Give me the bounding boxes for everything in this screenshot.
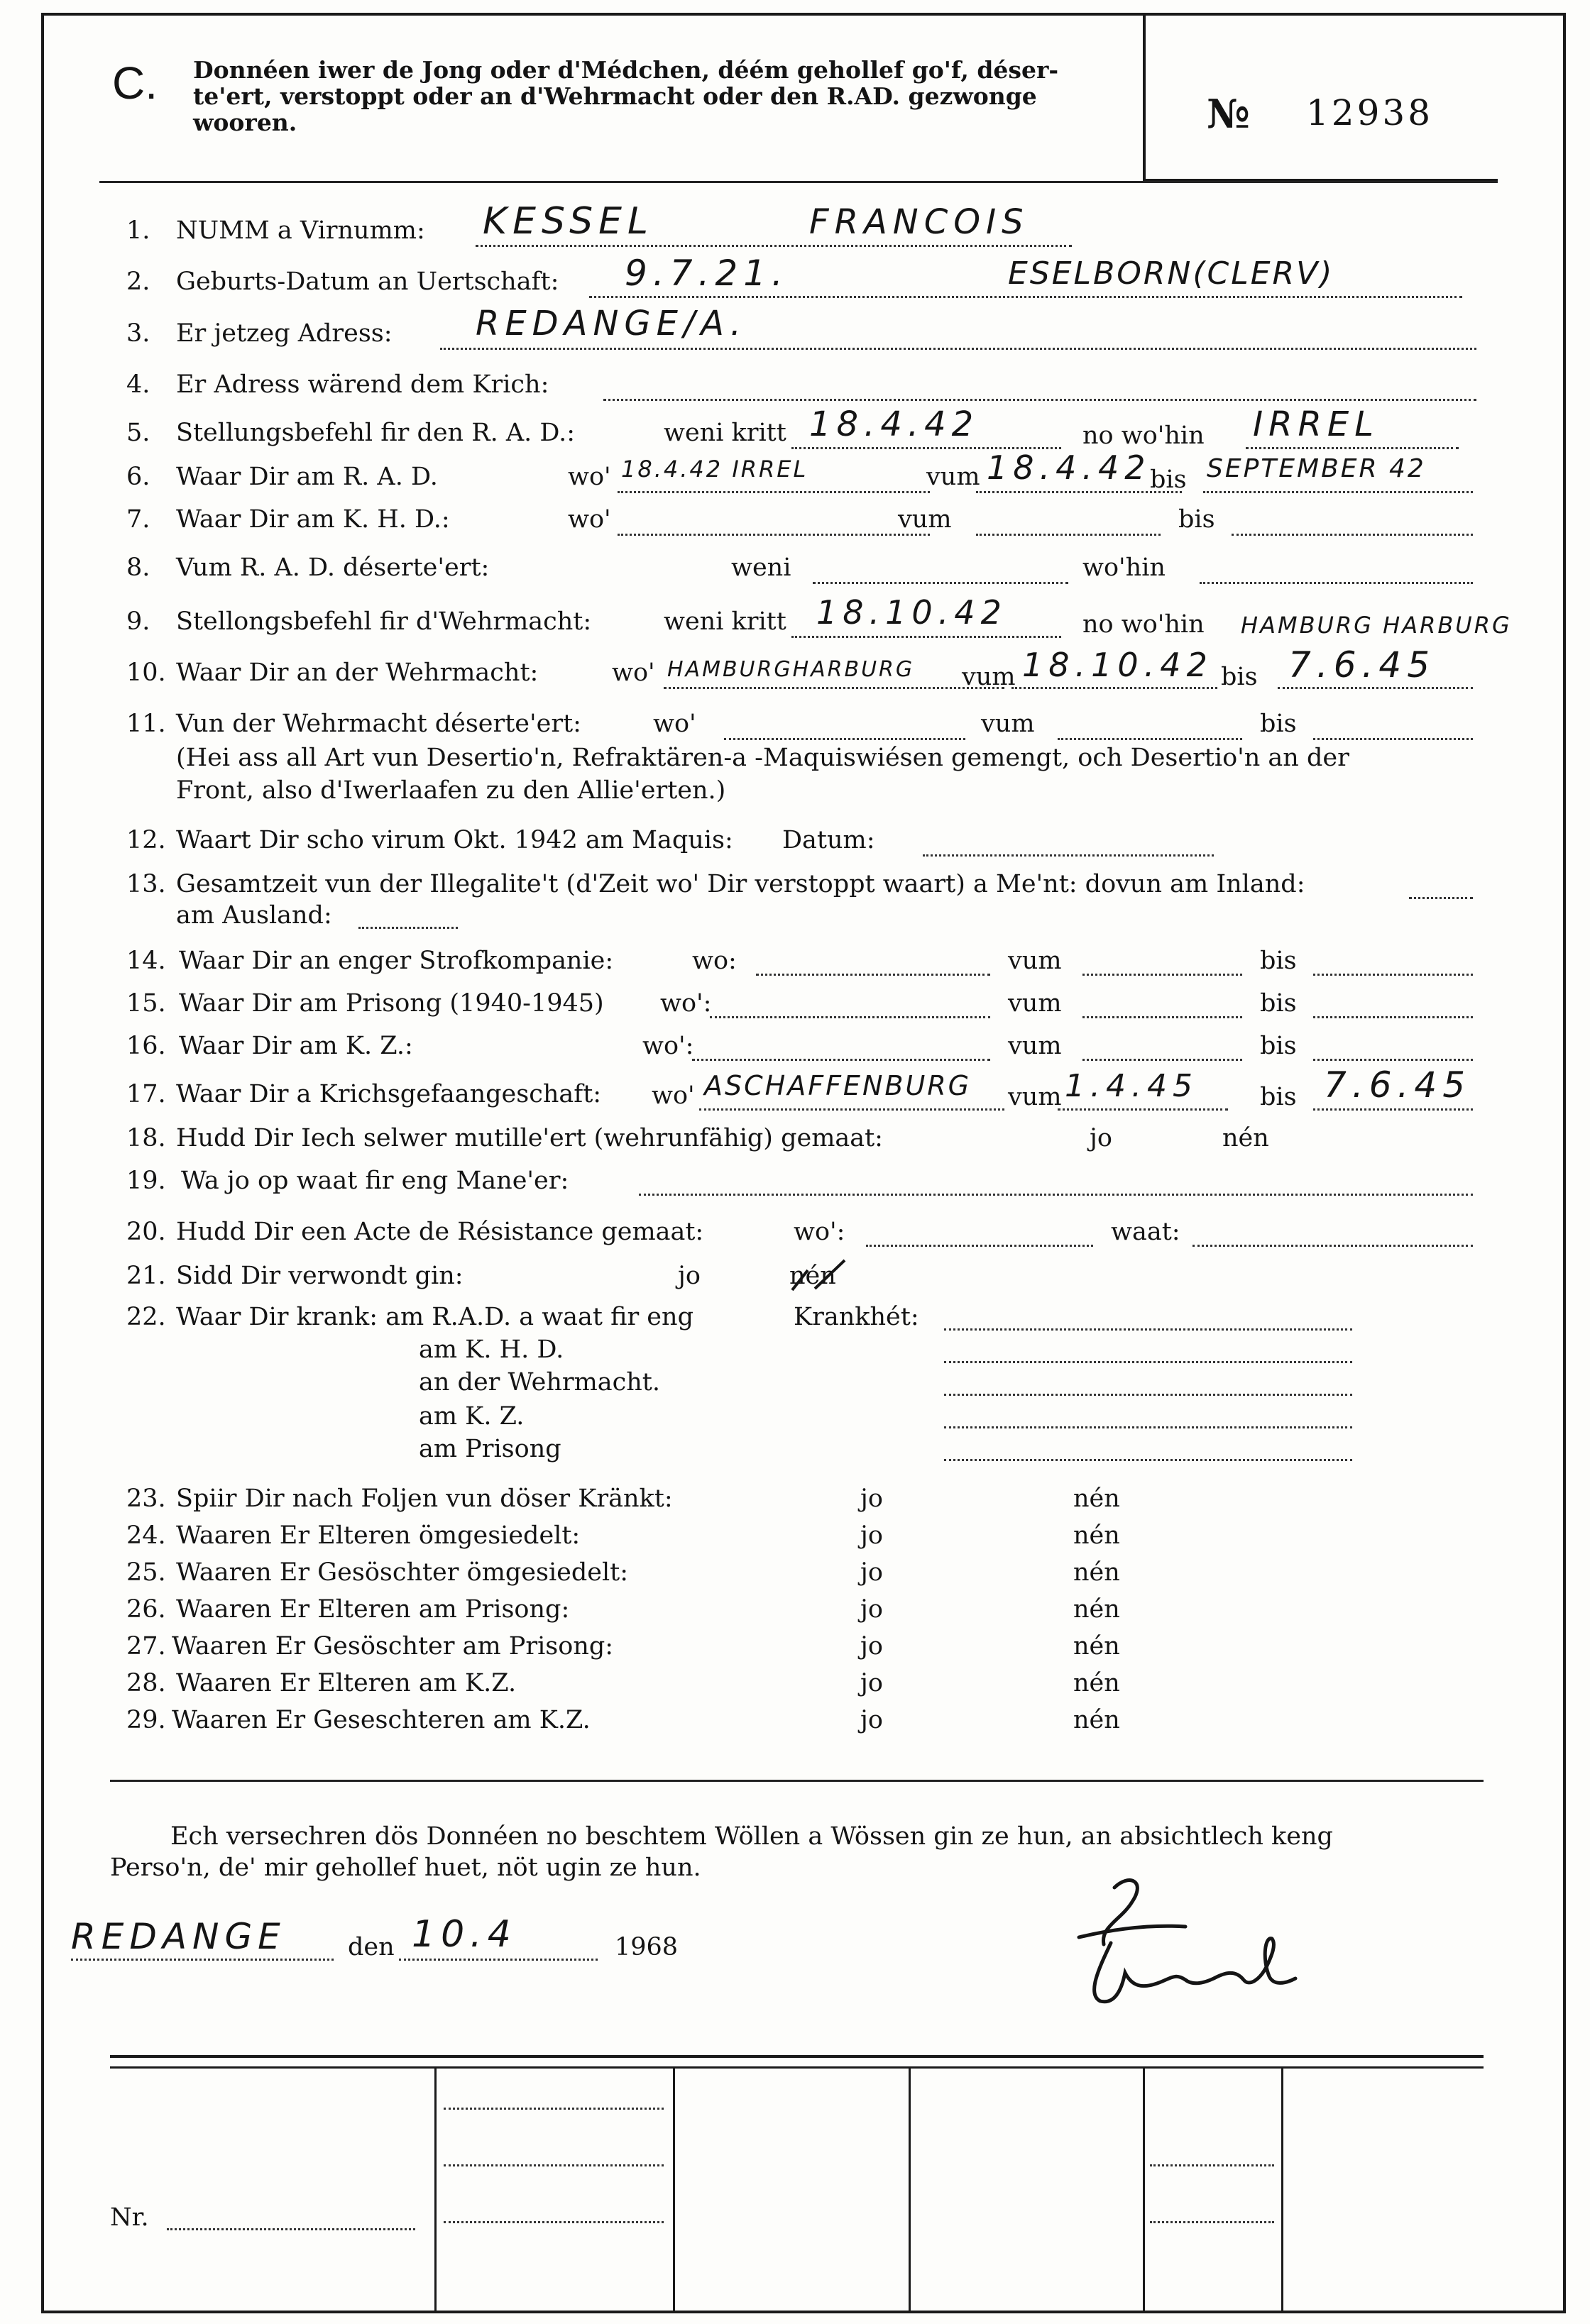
label-name: NUMM a Virnumm: [176,216,425,245]
form-border [41,13,1566,2313]
table-top [110,2055,1484,2058]
value-birthplace: ESELBORN(CLERV) [1008,255,1334,292]
value-surname: KESSEL [483,200,654,243]
declaration-line-1: Ech versechren dös Donnéen no beschtem Wöllen a Wössen gin ze hun, an absichtlech keng [170,1822,1333,1851]
declaration-separator [110,1780,1484,1782]
signing-year: 1968 [615,1933,679,1961]
number-symbol: № [1207,91,1250,138]
header-separator [99,181,1498,183]
footer-nr-label: Nr. [110,2203,149,2232]
declaration-line-2: Perso'n, de' mir gehollef huet, nöt ugin ze hun. [110,1854,701,1882]
value-firstname: FRANCOIS [809,202,1029,242]
section-title: Donnéen iwer de Jong oder d'Médchen, déém gehollef go'f, déser- te'ert, verstoppt oder an d'Wehrmacht oder den R.AD. gezwonge wooren. [193,56,1059,136]
header-divider-vertical [1143,16,1146,180]
signing-place: REDANGE [71,1916,286,1957]
strike-mark [786,1255,850,1297]
signing-date: 10.4 [412,1913,517,1956]
value-address: REDANGE/A. [476,304,747,343]
label-address: Er jetzeg Adress: [176,319,393,348]
label-war-address: Er Adress wärend dem Krich: [176,370,549,399]
form-page: C. Donnéen iwer de Jong oder d'Médchen, déém gehollef go'f, déser- te'ert, verstoppt oder an d'Wehrmacht oder den R.AD. gezwonge wooren. № 12938 1. NUMM a Virnumm: KESSEL FRANCOIS 2. Geburts-Datum an Uertschaft: 9.7.21. ESELBORN(CLERV) 3. Er jetzeg Adress: REDANGE/A. 4. Er Adress wärend dem Krich: 5. Stellungsbefehl fir den R. A. D.: weni kritt 18.4.42 no wo'hin IRREL 6. Waar Dir am R. A. D. wo' 18.4.42 IRREL vum 18.4.42 bis SEPTEMBER 42 7. Waar Dir am K. H. D.: wo' vum bis 8. Vum R. A. D. déserte'ert: weni wo'hin 9. Stellongsbefehl fir d'Wehrmacht: weni kritt 18.10.42 no wo'hin HAMBURG HARBURG 10. Waar Dir an der Wehrmacht: wo' HAMBURGHARBURG vum 18.10.42 bis 7.6.45 11. Vun der Wehrmacht déserte'ert: wo' vum bis (Hei ass all Art vun Desertio'n, Refraktären-a -Maquiswiésen gemengt, och Desertio'n an der Front, also d'Iwerlaafen zu den Allie'erten.) 12. Waart Dir scho virum Okt. 1942 am Maquis: Datum: 13. Gesamtzeit vun der Illegalite't (d'Zeit wo' Dir verstoppt waart) a Me'nt: dovun am Inland: am Ausland: 14. Waar Dir an enger Strofkompanie: wo: vum bis 15. Waar Dir am Prisong (1940-1945) wo': vum bis 16. Waar Dir am K. Z.: wo': vum bis 17. Waar Dir a Krichsgefaangeschaft: wo' ASCHAFFENBURG vum 1.4.45 bis 7.6.45 18. Hudd Dir Iech selwer mutille'ert (wehrunfähig) gemaat: jo nén 19. Wa jo op waat fir eng Mane'er: 20. Hudd Dir een Acte de Résistance gemaat: wo': waat: 21. Sidd Dir verwondt gin: jo nén 22. Waar Dir krank: am R.A.D. a waat fir eng Krankhét: am K. H. D. an der Wehrmacht. am K. Z. am Prisong 23. Spiir Dir nach Foljen vun döser Kränkt: jo nén 24. Waaren Er Elteren ömgesiedelt: jo nén 25. Waaren Er Gesöschter ömgesiedelt: jo nén 26. Waaren Er Elteren am Prisong: jo nén 27. Waaren Er Gesöschter am Prisong: jo nén 28. Waaren Er Elteren am K.Z. jo nén 29. Waaren Er Geseschteren am K.Z. jo nén Ech versechren dös Donnéen no beschtem Wöllen a Wössen gin ze hun, an absichtlech keng Perso'n, de' mir gehollef huet, nöt ugin ze hun. REDANGE den 10.4 1968 Nr. [0,0,1590,2324]
value-birthdate: 9.7.21. [625,253,789,294]
form-number: 12938 [1306,92,1434,133]
signature [980,1859,1320,2030]
section-letter: C. [112,57,158,109]
label-birth: Geburts-Datum an Uertschaft: [176,268,559,296]
